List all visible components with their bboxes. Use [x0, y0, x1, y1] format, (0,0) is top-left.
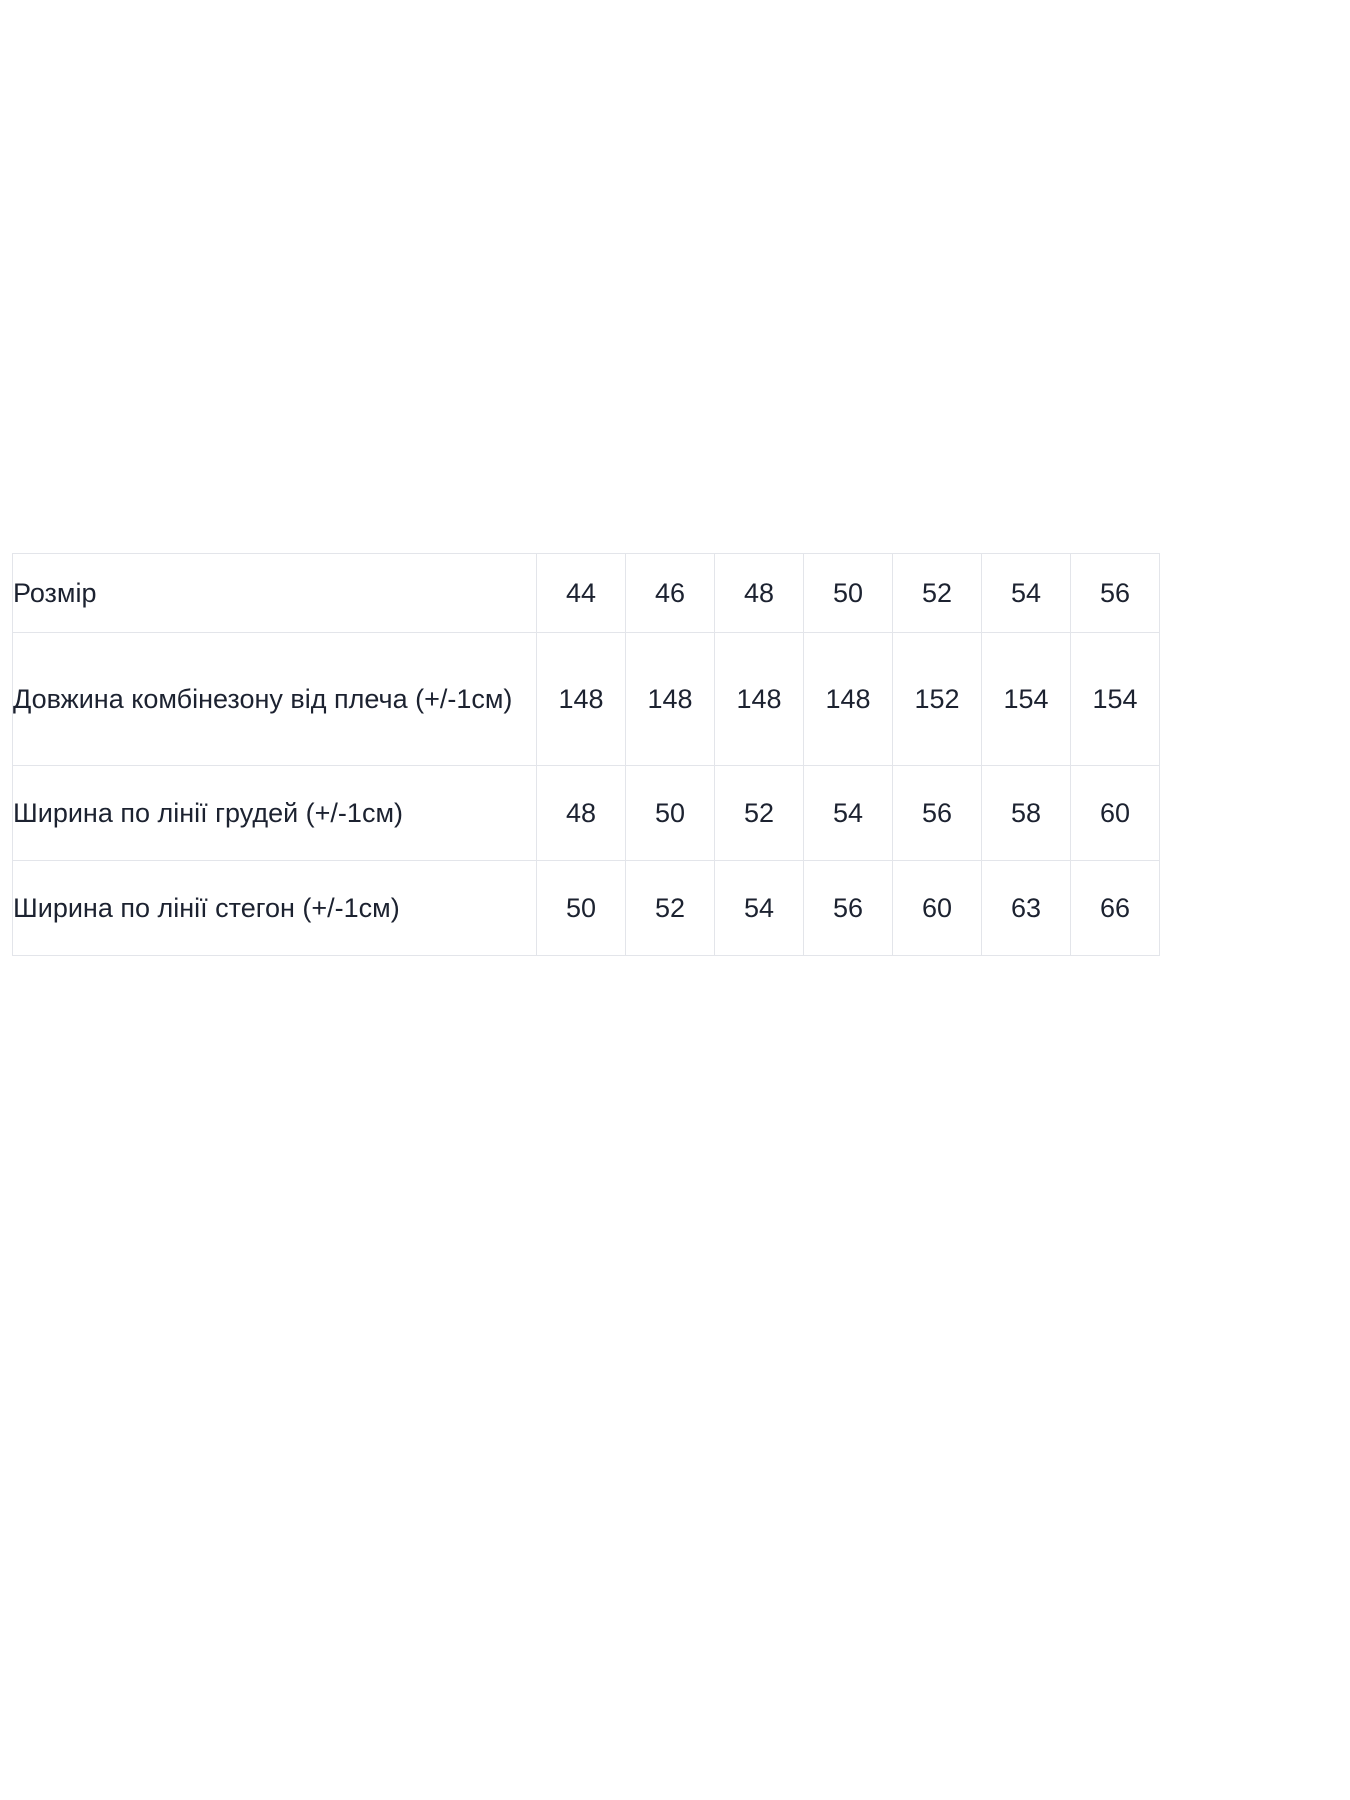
- table-row: [13, 766, 1160, 861]
- cell-hips-6: 63: [982, 861, 1071, 956]
- cell-hips-7: 66: [1071, 861, 1160, 956]
- cell-hips-5: 60: [893, 861, 982, 956]
- cell-size-50: 50: [804, 554, 893, 633]
- cell-size-56: 56: [1071, 554, 1160, 633]
- cell-hips-1: 50: [537, 861, 626, 956]
- cell-length-4: 148: [804, 633, 893, 766]
- cell-chest-2: 50: [626, 766, 715, 861]
- table-row: [13, 861, 1160, 956]
- table-row: [13, 633, 1160, 766]
- row-label-length: Довжина комбінезону від плеча (+/-1см): [13, 633, 537, 766]
- cell-hips-3: 54: [715, 861, 804, 956]
- size-table: [12, 553, 1160, 956]
- row-label-size: Розмір: [13, 554, 537, 633]
- cell-chest-1: 48: [537, 766, 626, 861]
- cell-size-46: 46: [626, 554, 715, 633]
- cell-size-52: 52: [893, 554, 982, 633]
- cell-length-7: 154: [1071, 633, 1160, 766]
- cell-size-48: 48: [715, 554, 804, 633]
- cell-length-2: 148: [626, 633, 715, 766]
- cell-chest-6: 58: [982, 766, 1071, 861]
- cell-length-5: 152: [893, 633, 982, 766]
- cell-length-6: 154: [982, 633, 1071, 766]
- cell-chest-4: 54: [804, 766, 893, 861]
- cell-chest-3: 52: [715, 766, 804, 861]
- row-label-chest: Ширина по лінії грудей (+/-1см): [13, 766, 537, 861]
- row-label-hips: Ширина по лінії стегон (+/-1см): [13, 861, 537, 956]
- cell-size-54: 54: [982, 554, 1071, 633]
- table-row: [13, 554, 1160, 633]
- cell-size-44: 44: [537, 554, 626, 633]
- cell-length-3: 148: [715, 633, 804, 766]
- cell-hips-2: 52: [626, 861, 715, 956]
- cell-chest-5: 56: [893, 766, 982, 861]
- cell-chest-7: 60: [1071, 766, 1160, 861]
- cell-hips-4: 56: [804, 861, 893, 956]
- cell-length-1: 148: [537, 633, 626, 766]
- size-table-container: [12, 553, 1151, 956]
